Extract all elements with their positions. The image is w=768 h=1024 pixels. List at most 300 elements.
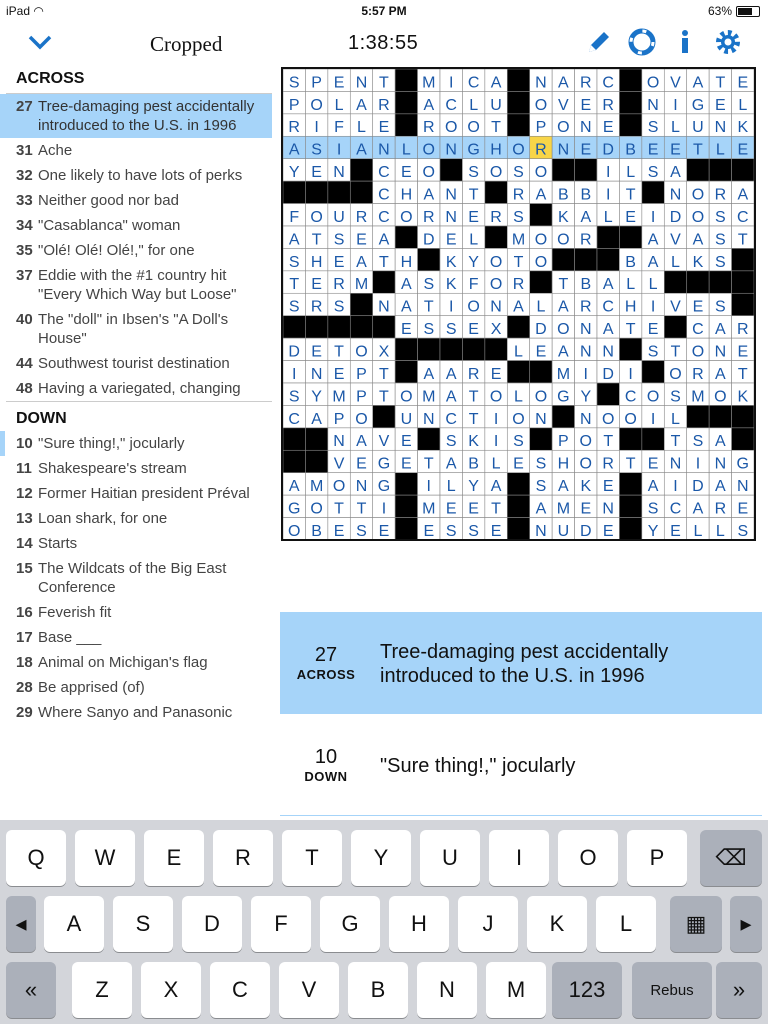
cell-letter: O [512,410,525,428]
cell-letter: E [333,74,345,92]
cell-letter: A [513,298,524,316]
cell-letter: N [669,455,682,473]
grid-toggle-icon[interactable]: ▦ [670,896,722,952]
cell-letter: D [580,522,592,539]
key-q[interactable]: Q [6,830,66,886]
cell-letter: C [445,410,457,428]
cell-letter: O [669,365,682,383]
clue-number: 10 [16,435,33,452]
down-clue-item[interactable] [0,700,272,725]
down-clue-item[interactable] [0,625,272,650]
cell-letter: A [423,186,435,204]
cell-letter: A [401,298,412,316]
across-clue-item[interactable] [0,263,272,307]
grid-block [440,159,462,181]
cell-letter: O [310,96,323,114]
cell-letter: O [534,96,548,114]
cell-letter: A [356,96,367,114]
battery-icon [736,6,760,17]
down-clue-item[interactable] [0,531,272,556]
cell-letter: N [669,186,682,204]
across-clue-item[interactable] [0,163,272,188]
key-j[interactable]: J [458,896,518,952]
clue-text: Feverish fit [38,604,112,621]
across-clue-item[interactable] [0,94,272,138]
cell-letter: N [714,455,727,473]
status-bar [0,0,768,22]
grid-block [732,271,754,293]
down-clue-item[interactable] [0,600,272,625]
cell-letter: R [355,208,368,226]
grid-block [350,316,372,338]
cell-letter: M [354,276,369,294]
cell-letter: I [605,164,611,182]
down-clue-item[interactable] [0,675,272,700]
double-left-icon[interactable]: « [6,962,56,1018]
status-time: 5:57 PM [361,4,407,18]
key-g[interactable]: G [320,896,380,952]
cell-letter: S [468,164,479,182]
cell-letter: T [334,343,344,361]
cell-letter: L [536,298,546,316]
clue-text: Loan shark, for one [38,510,168,527]
cell-letter: S [715,231,726,249]
cell-letter: R [602,455,614,473]
cell-letter: D [669,208,682,226]
clue-number: 15 [16,560,33,577]
cell-letter: C [445,96,457,114]
cell-letter: E [692,298,704,316]
across-clue-item[interactable] [0,238,272,263]
cell-letter: A [692,74,704,92]
cell-letter: I [448,298,454,316]
cell-letter: S [468,522,479,539]
key-n[interactable]: N [417,962,477,1018]
cell-letter: T [603,433,614,451]
cell-letter: R [737,321,749,339]
grid-block [552,405,574,427]
cell-letter: E [737,500,749,518]
cell-letter: A [288,478,300,496]
cell-letter: A [490,74,502,92]
cell-letter: D [602,365,614,383]
cell-letter: A [647,253,659,271]
clue-number: 27 [314,644,338,666]
down-clue-item[interactable] [0,431,272,456]
cell-letter: E [468,321,479,339]
cell-letter: K [445,253,457,271]
key-k[interactable]: K [527,896,587,952]
cell-letter: T [491,119,501,137]
across-clue-item[interactable] [0,213,272,238]
cell-letter: R [714,500,727,518]
cell-letter: E [580,141,592,159]
cell-letter: R [512,276,525,294]
down-clue-list [0,431,272,725]
cell-letter: E [490,365,502,383]
cell-letter: I [493,433,499,451]
grid-block [373,405,395,427]
key-z[interactable]: Z [72,962,132,1018]
grid-block [575,248,597,270]
grid-block [418,428,440,450]
cell-letter: E [423,522,435,539]
grid-block [328,316,350,338]
cell-letter: T [670,343,681,361]
key-m[interactable]: M [486,962,546,1018]
cell-letter: E [647,141,659,159]
key-h[interactable]: H [389,896,449,952]
cell-letter: A [715,433,726,451]
cell-letter: K [445,276,457,294]
cell-letter: N [580,410,592,428]
cell-letter: B [580,276,592,294]
cell-letter: N [333,164,345,182]
cell-letter: S [288,298,300,316]
cell-letter: H [624,298,637,316]
grid-block [395,518,417,539]
cell-letter: E [445,231,457,249]
cell-letter: L [469,96,479,114]
cell-letter: R [535,141,547,159]
down-clue-item[interactable] [0,506,272,531]
clue-text: "Casablanca" woman [38,217,181,234]
key-i[interactable]: I [489,830,549,886]
cell-letter: N [310,365,323,383]
cell-letter: R [714,186,727,204]
cell-letter: E [715,96,726,114]
cell-letter: U [333,208,345,226]
lifebuoy-icon[interactable] [628,28,656,56]
cell-letter: R [467,365,480,383]
cell-letter: T [311,231,322,249]
key-a[interactable]: A [44,896,104,952]
cell-letter: B [468,455,479,473]
cell-letter: O [691,186,705,204]
clue-text: The "doll" in Ibsen's "A Doll's House" [38,311,229,347]
grid-block [395,69,417,91]
cell-letter: M [332,388,346,406]
cell-letter: B [311,522,322,539]
cell-letter: I [650,208,656,226]
cell-letter: S [423,321,435,339]
cell-letter: S [715,298,726,316]
clue-number: 27 [16,98,33,115]
cell-letter: X [490,321,502,339]
grid-block [283,428,305,450]
cell-letter: E [401,321,412,339]
cell-letter: A [378,231,390,249]
cell-letter: A [423,365,435,383]
pencil-icon[interactable] [585,28,613,56]
cell-letter: L [603,208,613,226]
cell-letter: E [356,231,367,249]
clue-text: "Sure thing!," jocularly [380,755,576,777]
clue-text: The Wildcats of the Big East Conference [38,560,227,596]
key-r[interactable]: R [213,830,273,886]
grid-block [507,69,529,91]
cell-letter: S [445,433,457,451]
cell-letter: R [490,208,502,226]
grid-canvas[interactable] [283,69,754,539]
cell-letter: A [445,365,457,383]
clue-number: 12 [16,485,33,502]
down-clue-item[interactable] [0,556,272,600]
cell-letter: U [557,522,570,539]
gear-icon[interactable] [714,28,742,56]
cell-letter: V [558,96,569,114]
cell-letter: I [314,119,319,137]
cell-letter: P [333,410,345,428]
chevron-down-icon[interactable] [26,30,54,54]
cell-letter: E [602,478,614,496]
cell-letter: E [468,208,479,226]
grid-block [373,271,395,293]
cell-letter: T [693,141,703,159]
grid-block [507,114,529,136]
cell-letter: O [287,522,301,539]
grid-block [642,181,664,203]
cell-letter: N [490,298,502,316]
cell-letter: O [489,276,503,294]
arrow-left-icon[interactable]: ◂ [6,896,36,952]
backspace-icon[interactable]: ⌫ [700,830,762,886]
cell-letter: E [647,455,659,473]
cell-letter: E [513,455,524,473]
cell-letter: O [557,321,570,339]
cell-letter: T [625,186,636,204]
cell-letter: D [535,321,547,339]
key-v[interactable]: V [279,962,339,1018]
cell-letter: N [445,186,457,204]
cell-letter: A [670,164,681,182]
key-b[interactable]: B [348,962,408,1018]
clue-text: Shakespeare's stream [38,460,187,477]
down-clue-item[interactable] [0,481,272,506]
cell-letter: E [333,253,345,271]
key-f[interactable]: F [251,896,311,952]
cell-letter: E [445,500,457,518]
double-right-icon[interactable]: » [716,962,762,1018]
key-c[interactable]: C [210,962,270,1018]
clue-number: 18 [16,654,33,671]
cell-letter: E [311,343,322,361]
down-clue-item[interactable] [0,650,272,675]
cell-letter: O [489,388,503,406]
across-clue-item[interactable] [0,138,272,163]
clue-number: 13 [16,510,33,527]
key-l[interactable]: L [596,896,656,952]
cell-letter: A [558,478,569,496]
cell-letter: D [602,141,614,159]
key-d[interactable]: D [182,896,242,952]
grid-block [283,181,305,203]
cell-letter: L [401,141,411,159]
cell-letter: G [736,455,750,473]
cell-letter: M [556,500,571,518]
cell-letter: A [401,276,412,294]
timer[interactable]: 1:38:55 [348,32,419,54]
grid-block [732,159,754,181]
cell-letter: E [333,365,345,383]
wifi-icon: ◠ [33,4,44,18]
battery-indicator: 63% [708,4,760,18]
cell-letter: I [426,478,432,496]
cell-letter: A [535,186,547,204]
cell-letter: O [691,208,705,226]
key-u[interactable]: U [420,830,480,886]
grid-block [305,450,327,472]
key-p[interactable]: P [627,830,687,886]
across-clue-item[interactable] [0,376,272,401]
cell-letter: A [558,343,569,361]
cell-letter: T [334,500,344,518]
cell-letter: A [356,141,367,159]
grid-block [305,181,327,203]
cell-letter: E [535,343,547,361]
cell-letter: H [400,253,413,271]
cell-letter: N [535,522,547,539]
grid-block [552,159,574,181]
clue-text: Tree-damaging pest accidentally introduced to the U.S. in 1996 [38,98,255,134]
across-clue-item[interactable] [0,188,272,213]
cell-letter: U [400,410,413,428]
cell-letter: G [691,96,705,114]
cell-letter: O [646,74,660,92]
grid-block [507,495,529,517]
cell-letter: S [513,164,524,182]
cell-letter: R [602,96,614,114]
cell-letter: A [356,253,367,271]
clue-number: 37 [16,267,33,284]
across-clue-item[interactable] [0,351,272,376]
grid-block [619,338,641,360]
cell-letter: S [333,231,345,249]
cell-letter: I [673,478,678,496]
cell-letter: C [669,500,682,518]
cell-letter: N [355,478,368,496]
key-t[interactable]: T [282,830,342,886]
cell-letter: T [625,455,636,473]
clue-text: Animal on Michigan's flag [38,654,208,671]
grid-block [732,428,754,450]
cell-letter: A [602,321,614,339]
grid-block [732,405,754,427]
cell-letter: A [558,298,569,316]
cell-letter: E [602,522,614,539]
grid-block [350,159,372,181]
grid-block [597,248,619,270]
clue-text: Eddie with the #1 country hit "Every Which Way but Loose" [38,267,237,303]
key-y[interactable]: Y [351,830,411,886]
cell-letter: Y [468,253,479,271]
cell-letter: E [602,119,614,137]
grid-block [530,204,552,226]
cell-letter: T [737,365,748,383]
cell-letter: A [715,321,726,339]
cell-letter: A [288,141,300,159]
cell-letter: O [444,119,458,137]
current-clue-secondary[interactable] [280,716,762,816]
clue-text: "Sure thing!," jocularly [38,435,185,452]
across-clue-item[interactable] [0,307,272,351]
grid-block [395,338,417,360]
cell-letter: A [715,365,726,383]
cell-letter: R [580,298,592,316]
clue-direction: DOWN [304,769,348,784]
info-icon[interactable] [671,28,699,56]
arrow-right-icon[interactable]: ▸ [730,896,762,952]
cell-letter: P [356,365,367,383]
cell-letter: H [490,141,502,159]
cell-letter: R [423,208,435,226]
cell-letter: T [379,388,389,406]
key-o[interactable]: O [558,830,618,886]
current-clue-primary[interactable] [280,612,762,714]
crossword-grid[interactable] [281,67,756,541]
clue-text: Southwest tourist destination [38,355,230,372]
cell-letter: D [692,478,704,496]
cell-letter: N [602,343,614,361]
clue-number: 16 [16,604,33,621]
cell-letter: A [423,96,435,114]
cell-letter: E [378,522,390,539]
cell-letter: I [291,365,297,383]
cell-letter: E [356,455,367,473]
cell-letter: U [490,96,502,114]
cell-letter: K [558,208,569,226]
cell-letter: N [423,410,435,428]
grid-block [283,316,305,338]
grid-block [395,361,417,383]
grid-block [619,473,641,495]
grid-block [395,495,417,517]
down-clue-item[interactable] [0,456,272,481]
key-e[interactable]: E [144,830,204,886]
rebus-key[interactable]: Rebus [632,962,712,1018]
grid-block [507,518,529,539]
cell-letter: A [558,74,569,92]
numbers-key[interactable]: 123 [552,962,622,1018]
cell-letter: N [535,410,547,428]
grid-block [283,450,305,472]
key-x[interactable]: X [141,962,201,1018]
cell-letter: O [557,119,570,137]
cell-letter: I [583,365,589,383]
cell-letter: C [624,388,637,406]
cell-letter: C [378,164,390,182]
cell-letter: S [535,455,547,473]
cell-letter: R [580,231,592,249]
cell-letter: C [602,298,614,316]
cell-letter: S [647,343,659,361]
cell-letter: L [671,119,680,137]
key-w[interactable]: W [75,830,135,886]
cell-letter: R [378,96,390,114]
grid-block [418,248,440,270]
grid-block [530,361,552,383]
clue-number: 31 [16,142,33,159]
cell-letter: F [334,119,344,137]
cell-letter: O [534,253,548,271]
cell-letter: G [377,455,391,473]
cell-letter: R [512,186,525,204]
key-s[interactable]: S [113,896,173,952]
cell-letter: N [445,208,457,226]
cell-letter: M [422,500,436,518]
grid-block [709,405,731,427]
cell-letter: I [628,365,633,383]
